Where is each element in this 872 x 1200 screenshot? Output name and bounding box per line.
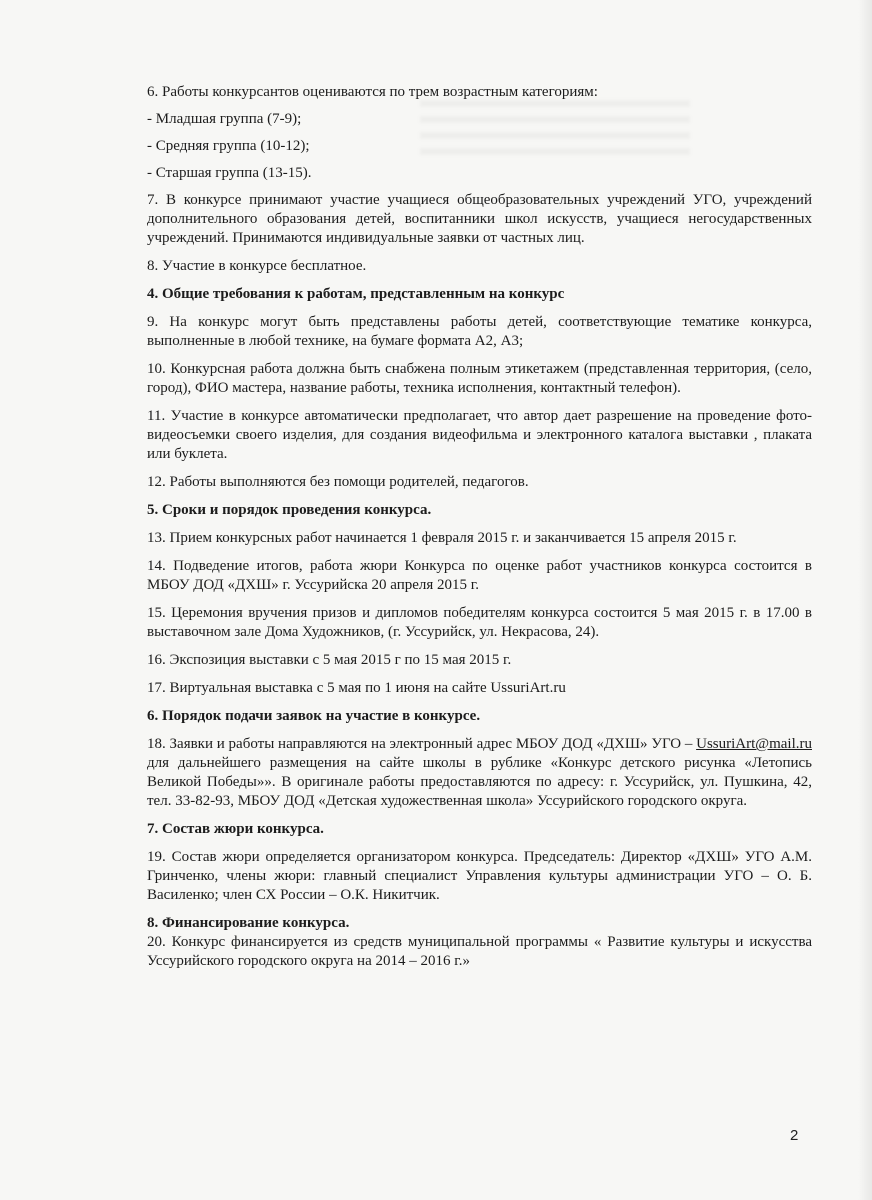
paragraph-19: 19. Состав жюри определяется организатором конкурса. Председатель: Директор «ДХШ» УГО А.М. Гринченко, члены жюри: главный специалист Управления культуры администрации УГО – О. Б. Василенко; член СХ России – О.К. Никитчик.	[147, 849, 812, 903]
age-group-senior: - Старшая группа (13-15).	[147, 165, 312, 181]
paragraph-11: 11. Участие в конкурсе автоматически предполагает, что автор дает разрешение на проведение фото-видеосъемки своего изделия, для создания видеофильма и электронного каталога выставки , плаката или буклета.	[147, 408, 812, 462]
document-page	[147, 83, 812, 980]
page-number: 2	[790, 1127, 799, 1144]
section-5-heading: 5. Сроки и порядок проведения конкурса.	[147, 502, 432, 518]
paragraph-16: 16. Экспозиция выставки с 5 мая 2015 г по 15 мая 2015 г.	[147, 652, 512, 668]
paragraph-18	[147, 735, 812, 811]
section-8-heading: 8. Финансирование конкурса.	[147, 915, 350, 931]
section-4-heading: 4. Общие требования к работам, представленным на конкурс	[147, 286, 565, 302]
paragraph-17: 17. Виртуальная выставка с 5 мая по 1 июня на сайте UssuriArt.ru	[147, 680, 566, 696]
paragraph-14: 14. Подведение итогов, работа жюри Конкурса по оценке работ участников конкурса состоится в МБОУ ДОД «ДХШ» г. Уссурийска 20 апреля 2015 г.	[147, 558, 812, 593]
paragraph-20: 20. Конкурс финансируется из средств муниципальной программы « Развитие культуры и искусства Уссурийского городского округа на 2014 – 2016 г.»	[147, 934, 812, 969]
age-group-middle: - Средняя группа (10-12);	[147, 138, 310, 154]
paragraph-9: 9. На конкурс могут быть представлены работы детей, соответствующие тематике конкурса, выполненные в любой технике, на бумаге формата А2, А3;	[147, 314, 812, 349]
paragraph-12: 12. Работы выполняются без помощи родителей, педагогов.	[147, 474, 529, 490]
paragraph-18-end: для дальнейшего размещения на сайте школы в рублике «Конкурс детского рисунка «Летопись Великой Победы»». В оригинале работы предоставляются по адресу: г. Уссурийск, ул. Пушкина, 42, тел. 33-82-93, МБОУ ДОД «Детская художественная школа» Уссурийского городского округа.	[147, 755, 812, 809]
paragraph-13: 13. Прием конкурсных работ начинается 1 февраля 2015 г. и заканчивается 15 апреля 2015 г.	[147, 530, 737, 546]
section-7-heading: 7. Состав жюри конкурса.	[147, 821, 324, 837]
paragraph-8: 8. Участие в конкурсе бесплатное.	[147, 258, 367, 274]
email-link[interactable]: UssuriArt@mail.ru	[696, 736, 812, 752]
section-6-heading: 6. Порядок подачи заявок на участие в конкурсе.	[147, 708, 481, 724]
scan-edge-shadow	[858, 0, 872, 1200]
paragraph-15: 15. Церемония вручения призов и дипломов победителям конкурса состоится 5 мая 2015 г. в 17.00 в выставочном зале Дома Художников, (г. Уссурийск, ул. Некрасова, 24).	[147, 605, 812, 640]
paragraph-18-start: 18. Заявки и работы направляются на электронный адрес МБОУ ДОД «ДХШ» УГО –	[147, 736, 697, 752]
paragraph-6: 6. Работы конкурсантов оцениваются по трем возрастным категориям:	[147, 84, 598, 100]
paragraph-7: 7. В конкурсе принимают участие учащиеся общеобразовательных учреждений УГО, учреждений дополнительного образования детей, воспитанники школ искусств, учащиеся негосударственных учреждений. Принимаются индивидуальные заявки от частных лиц.	[147, 192, 812, 246]
paragraph-10: 10. Конкурсная работа должна быть снабжена полным этикетажем (представленная территория, (село, город), ФИО мастера, название работы, техника исполнения, контактный телефон).	[147, 361, 812, 396]
age-group-junior: - Младшая группа (7-9);	[147, 111, 302, 127]
